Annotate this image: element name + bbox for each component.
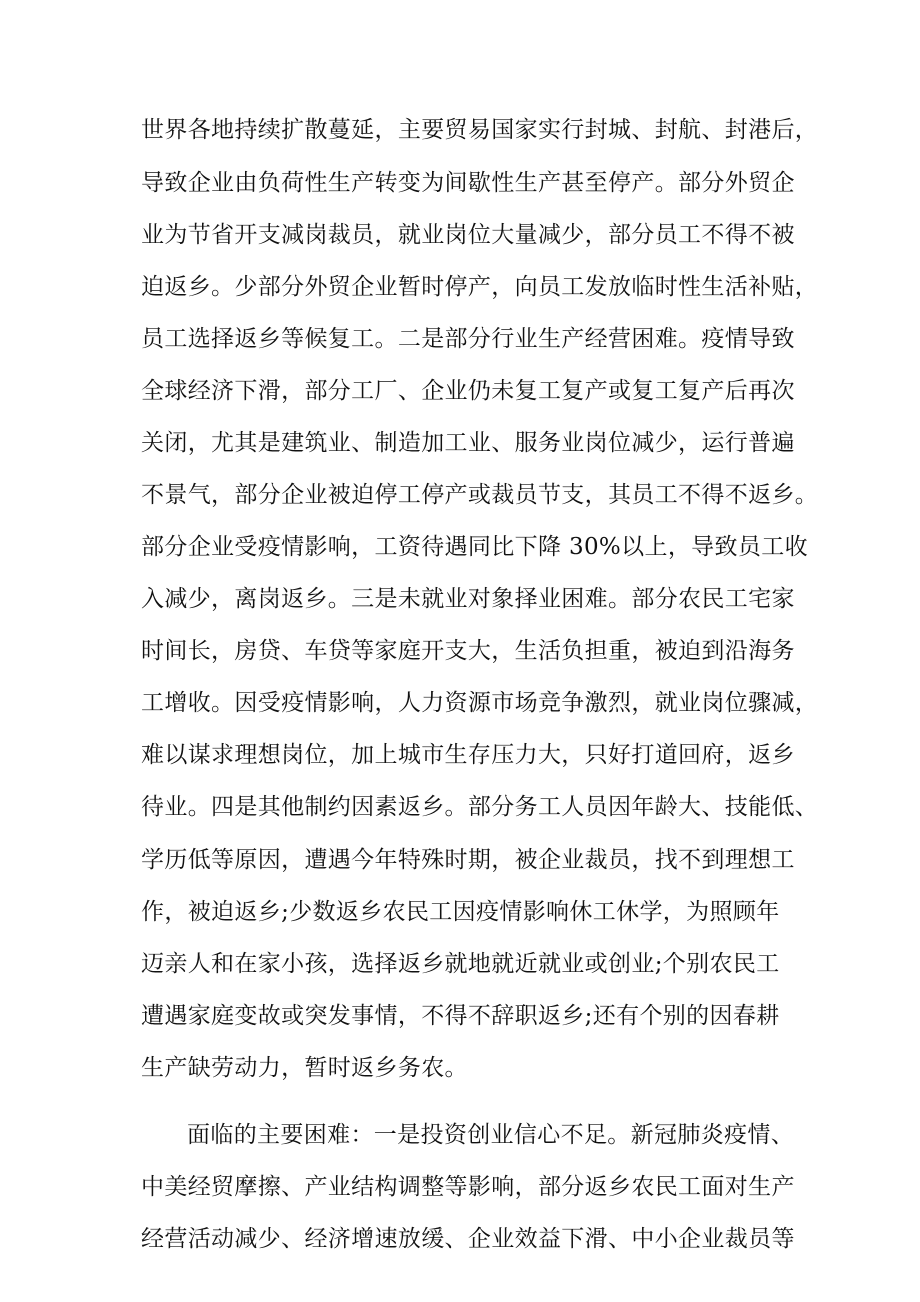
paragraph-1-line-9: 部分企业受疫情影响，工资待遇同比下降 30%以上，导致员工收 — [141, 534, 808, 560]
paragraph-1-line-4: 迫返乡。少部分外贸企业暂时停产，向员工发放临时性生活补贴， — [141, 274, 819, 300]
paragraph-1-line-13: 难以谋求理想岗位，加上城市生存压力大，只好打道回府，返乡 — [141, 742, 795, 768]
paragraph-2-line-1: 面临的主要困难：一是投资创业信心不足。新冠肺炎疫情、 — [187, 1122, 795, 1148]
paragraph-1-line-19: 生产缺劳动力，暂时返乡务农。 — [141, 1055, 468, 1081]
paragraph-1-line-14: 待业。四是其他制约因素返乡。部分务工人员因年龄大、技能低、 — [141, 794, 819, 820]
paragraph-1-line-15: 学历低等原因，遭遇今年特殊时期，被企业裁员，找不到理想工 — [141, 847, 795, 873]
paragraph-1-line-3: 业为节省开支减岗裁员，就业岗位大量减少，部分员工不得不被 — [141, 222, 795, 248]
paragraph-1-line-2: 导致企业由负荷性生产转变为间歇性生产甚至停产。部分外贸企 — [141, 170, 795, 196]
paragraph-1-line-17: 迈亲人和在家小孩，选择返乡就地就近就业或创业;个别农民工 — [141, 951, 780, 977]
paragraph-1-line-12: 工增收。因受疫情影响，人力资源市场竞争激烈，就业岗位骤减， — [141, 690, 819, 716]
paragraph-2-line-2: 中美经贸摩擦、产业结构调整等影响，部分返乡农民工面对生产 — [141, 1174, 795, 1200]
paragraph-1-line-18: 遭遇家庭变故或突发事情，不得不辞职返乡;还有个别的因春耕 — [141, 1003, 780, 1029]
paragraph-1-line-6: 全球经济下滑，部分工厂、企业仍未复工复产或复工复产后再次 — [141, 378, 795, 404]
paragraph-1-line-5: 员工选择返乡等候复工。二是部分行业生产经营困难。疫情导致 — [141, 326, 795, 352]
paragraph-2-line-3: 经营活动减少、经济增速放缓、企业效益下滑、中小企业裁员等 — [141, 1226, 795, 1252]
paragraph-1-line-7: 关闭，尤其是建筑业、制造加工业、服务业岗位减少，运行普遍 — [141, 430, 795, 456]
paragraph-1-line-8: 不景气，部分企业被迫停工停产或裁员节支，其员工不得不返乡。 — [141, 482, 819, 508]
paragraph-1-line-1: 世界各地持续扩散蔓延，主要贸易国家实行封城、封航、封港后， — [141, 117, 819, 143]
paragraph-1-line-10: 入减少，离岗返乡。三是未就业对象择业困难。部分农民工宅家 — [141, 586, 795, 612]
paragraph-1-line-11: 时间长，房贷、车贷等家庭开支大，生活负担重，被迫到沿海务 — [141, 638, 795, 664]
paragraph-1-line-16: 作，被迫返乡;少数返乡农民工因疫情影响休工休学，为照顾年 — [141, 899, 780, 925]
